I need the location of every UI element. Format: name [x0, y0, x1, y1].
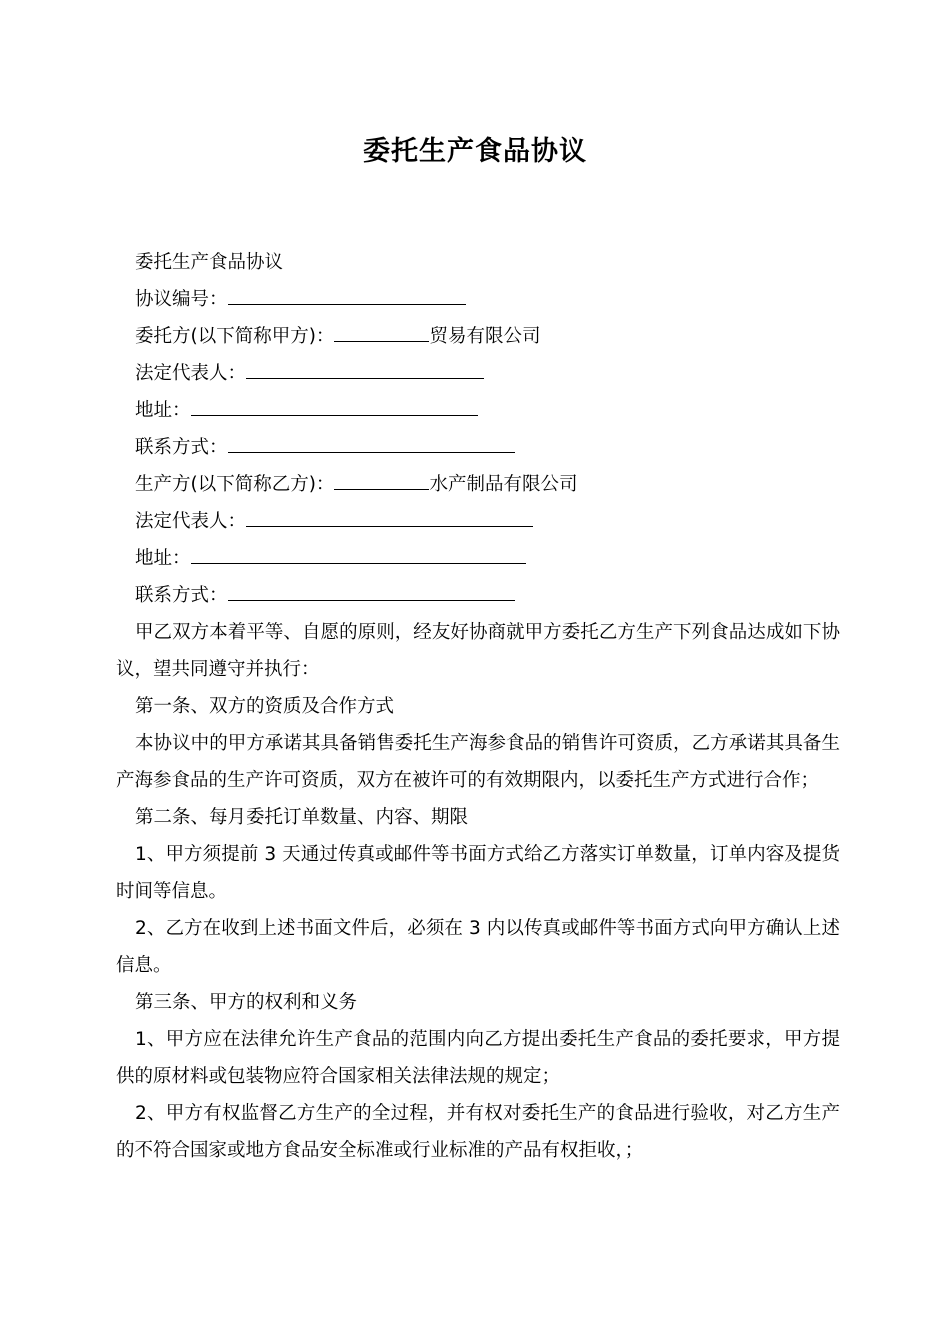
party-a-label: 委托方(以下简称甲方)： — [135, 326, 335, 347]
address-label: 地址： — [135, 400, 191, 421]
agreement-number-blank — [228, 286, 466, 305]
article-2-heading: 第二条、每月委托订单数量、内容、期限 — [135, 807, 469, 828]
article-1-heading: 第一条、双方的资质及合作方式 — [135, 696, 395, 717]
party-a-address-line — [116, 392, 840, 429]
article-1-paragraph: 本协议中的甲方承诺其具备销售委托生产海参食品的销售许可资质，乙方承诺其具备生产海参食品的生产许可资质，双方在被许可的有效期限内，以委托生产方式进行合作； — [116, 733, 840, 791]
article-2-item-1: 1、甲方须提前 3 天通过传真或邮件等书面方式给乙方落实订单数量，订单内容及提货时间等信息。 — [116, 844, 840, 902]
party-b-line — [116, 466, 840, 503]
article-2-item-2: 2、乙方在收到上述书面文件后，必须在 3 内以传真或邮件等书面方式向甲方确认上述信息。 — [116, 918, 840, 976]
party-a-suffix: 贸易有限公司 — [429, 326, 541, 347]
contact-label: 联系方式： — [135, 585, 228, 606]
party-b-label: 生产方(以下简称乙方)： — [135, 474, 335, 495]
party-b-contact-blank — [228, 582, 515, 601]
article-3-item-2: 2、甲方有权监督乙方生产的全过程，并有权对委托生产的食品进行验收，对乙方生产的不符合国家或地方食品安全标准或行业标准的产品有权拒收，； — [116, 1103, 840, 1161]
party-b-legal-rep-line — [116, 503, 840, 540]
agreement-number-line — [116, 281, 840, 318]
party-b-contact-line — [116, 577, 840, 614]
party-a-legal-rep-line — [116, 355, 840, 392]
party-b-name-blank — [334, 471, 429, 490]
address-label: 地址： — [135, 548, 191, 569]
article-3-item-1: 1、甲方应在法律允许生产食品的范围内向乙方提出委托生产食品的委托要求，甲方提供的原材料或包装物应符合国家相关法律法规的规定； — [116, 1029, 840, 1087]
document-body — [116, 244, 840, 1169]
legal-rep-label: 法定代表人： — [135, 363, 247, 384]
party-a-legal-rep-blank — [246, 360, 484, 379]
agreement-number-label: 协议编号： — [135, 289, 228, 310]
party-b-address-blank — [191, 545, 526, 564]
article-3-heading: 第三条、甲方的权利和义务 — [135, 992, 358, 1013]
legal-rep-label: 法定代表人： — [135, 511, 247, 532]
document-subtitle: 委托生产食品协议 — [135, 252, 284, 273]
party-a-contact-blank — [228, 434, 515, 453]
intro-paragraph: 甲乙双方本着平等、自愿的原则，经友好协商就甲方委托乙方生产下列食品达成如下协议，望共同遵守并执行： — [116, 622, 840, 680]
contact-label: 联系方式： — [135, 437, 228, 458]
party-a-name-blank — [334, 323, 429, 342]
party-b-legal-rep-blank — [246, 508, 533, 527]
party-a-contact-line — [116, 429, 840, 466]
document-title: 委托生产食品协议 — [363, 136, 587, 167]
party-b-address-line — [116, 540, 840, 577]
party-b-suffix: 水产制品有限公司 — [429, 474, 578, 495]
party-a-line — [116, 318, 840, 355]
party-a-address-blank — [191, 397, 478, 416]
